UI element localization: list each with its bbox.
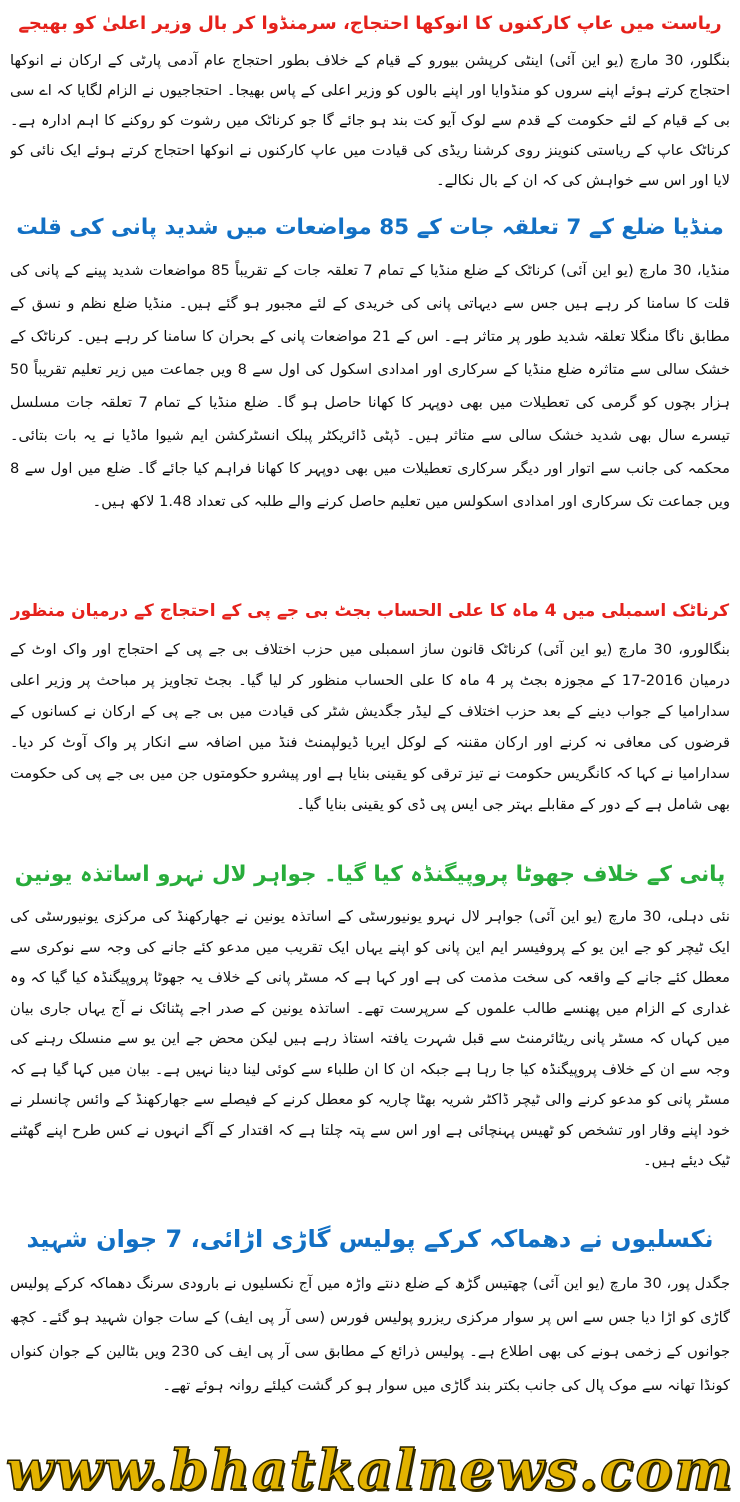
article-5-body: جگدل پور، 30 مارچ (یو این آئی) چھتیس گڑھ کے ضلع دنتے واڑہ میں آج نکسلیوں نے بارودی سرنگ دھماکہ کرکے پولیس گاڑی کو اڑا دیا جس سے اس پر سوار مرکزی ریزرو پولیس فورس (سی آر پی ایف) کے سات جوان شہید ہو گئے۔ کچھ جوانوں کے زخمی ہونے کی بھی اطلاع ہے۔ پولیس ذرائع کے مطابق سی آر پی ایف کی 230 ویں بٹالین کے جوان کنواں کونڈا تھانہ سے موک پال کی جانب بکتر بند گاڑی میں سوار ہو کر گشت کیلئے روانہ ہوئے تھے۔ bbox=[10, 1275, 730, 1394]
article-1-headline: ریاست میں عاپ کارکنوں کا انوکھا احتجاج، سرمنڈوا کر بال وزیر اعلیٰ کو بھیجے bbox=[18, 13, 722, 34]
article-4-headline: پانی کے خلاف جھوٹا پروپیگنڈہ کیا گیا۔ جواہر لال نہرو اساتذہ یونین bbox=[14, 862, 726, 887]
article-2-body: منڈیا، 30 مارچ (یو این آئی) کرناٹک کے ضلع منڈیا کے تمام 7 تعلقہ جات کے تقریباً 85 مواضعات شدید پینے کے پانی کی قلت کا سامنا کر رہے ہیں جس سے دیہاتی پانی کی خریدی کے لئے مجبور ہو گئے ہیں۔ منڈیا ضلع نظم و نسق کے مطابق ناگا منگلا تعلقہ شدید طور پر متاثر ہے۔ اس کے 21 مواضعات پانی کے بحران کا سامنا کر رہے ہیں۔ کرناٹک کے خشک سالی سے متاثرہ ضلع منڈیا کے سرکاری اور امدادی اسکول کی اول سے 8 ویں جماعت میں زیر تعلیم تقریباً 50 ہزار بچوں کو گرمی کی تعطیلات میں بھی دوپہر کا کھانا حاصل ہو گا۔ ضلع منڈیا کے تمام 7 تعلقہ جات مسلسل تیسرے سال بھی شدید خشک سالی سے متاثر ہیں۔ ڈپٹی ڈائریکٹر پبلک انسٹرکشن ایم شیوا ماڈیا نے یہ بات بتائی۔ محکمہ کی جانب سے اتوار اور دیگر سرکاری تعطیلات میں بھی دوپہر کا کھانا فراہم کیا جائے گا۔ ضلع میں اول سے 8 ویں جماعت تک سرکاری اور امدادی اسکولس میں تعلیم حاصل کرنے والے طلبہ کی تعداد 1.48 لاکھ ہیں۔ bbox=[10, 262, 730, 510]
article-2-headline: منڈیا ضلع کے 7 تعلقہ جات کے 85 مواضعات میں شدید پانی کی قلت bbox=[16, 215, 724, 240]
article-3-body: بنگالورو، 30 مارچ (یو این آئی) کرناٹک قانون ساز اسمبلی میں حزب اختلاف بی جے پی کے احتجاج اور واک اوٹ کے درمیان 2016-17 کے مجوزہ بجٹ پر 4 ماہ کا علی الحساب منظور کر لیا گیا۔ بجٹ تجاویز پر مباحث پر وزیر اعلی سدارامیا کے جواب دینے کے بعد حزب اختلاف کے لیڈر جگدیش شٹر کی قیادت میں بی جے پی کے ارکان نے کسانوں کے قرضوں کی معافی نہ کرنے اور ارکان مقننہ کے لوکل ایریا ڈیولپمنٹ فنڈ میں اضافہ سے انکار پر واک آوٹ کر دیا۔ سدارامیا نے کہا کہ کانگریس حکومت نے تیز ترقی کو یقینی بنایا ہے اور پیشرو حکومتوں جن میں بی جے پی کی حکومت بھی شامل ہے کے دور کے مقابلے بہتر جی ایس پی ڈی کو یقینی بنایا گیا۔ bbox=[10, 641, 730, 813]
site-footer bbox=[0, 1436, 740, 1502]
article-3-headline: کرناٹک اسمبلی میں 4 ماہ کا علی الحساب بجٹ بی جے پی کے احتجاج کے درمیان منظور bbox=[10, 601, 730, 621]
article-2 bbox=[10, 202, 730, 584]
article-3 bbox=[10, 588, 730, 844]
article-5-headline: نکسلیوں نے دھماکہ کرکے پولیس گاڑی اڑائی، 7 جوان شہید bbox=[26, 1225, 714, 1253]
article-1 bbox=[10, 4, 730, 196]
article-5 bbox=[10, 1211, 730, 1407]
article-1-body: بنگلور، 30 مارچ (یو این آئی) اینٹی کرپشن بیورو کے قیام کے خلاف بطور احتجاج عام آدمی پارٹی کے ارکان نے انوکھا احتجاج کرتے ہوئے اپنے سروں کو منڈوایا اور اپنے بالوں کو وزیر اعلی کے پاس بھیجا۔ احتجاجیوں نے الزام لگایا کہ اے سی بی کے قیام کے لئے حکومت کے قدم سے لوک آیو کت بند ہو جائے گا جو کرناٹک میں رشوت کو روکنے کا اہم ادارہ ہے۔ کرناٹک عاپ کے ریاستی کنوینز روی کرشنا ریڈی کی قیادت میں عاپ کارکنوں نے انوکھا احتجاج کرتے ہوئے ایک نائی کو لایا اور اس سے خواہش کی کہ ان کے بال نکالے۔ bbox=[10, 52, 730, 189]
article-4 bbox=[10, 848, 730, 1207]
site-url-logo[interactable]: www.bhatkalnews.com bbox=[5, 1436, 735, 1502]
article-4-body: نئی دہلی، 30 مارچ (یو این آئی) جواہر لال نہرو یونیورسٹی کے اساتذہ یونین نے جھارکھنڈ کی مرکزی یونیورسٹی کی ایک ٹیچر کو جے این یو کے پروفیسر ایم این پانی کو اپنے یہاں ایک تقریب میں مدعو کئے جانے کی وجہ سے نوکری سے معطل کئے جانے کے واقعہ کی سخت مذمت کی ہے اور کہا ہے کہ مسٹر پانی کے خلاف یہ جھوٹا پروپیگنڈہ کیا گیا کہ وہ غداری کے الزام میں پھنسے طالب علموں کے سرپرست تھے۔ اساتذہ یونین کے صدر اجے پٹنائک نے آج یہاں جاری بیان میں کہاں کہ مسٹر پانی ریٹائرمنٹ سے قبل شہرت یافتہ استاذ رہے ہیں لیکن محض جے این یو سے منسلک رہنے کی وجہ سے ان کے خلاف پروپیگنڈہ کیا جا رہا ہے جبکہ ان کا ان طلباء سے کوئی لینا دینا نہیں ہے۔ بیان میں کہا گیا ہے کہ مسٹر پانی کو مدعو کرنے والی ٹیچر ڈاکٹر شریہ بھٹا چاریہ کو معطل کرنے کے فیصلے سے جھارکھنڈ کے وائس چانسلر نے خود اپنے وقار اور تشخص کو ٹھیس پہنچائی ہے اور اس سے پتہ چلتا ہے کہ اقتدار کے آگے انہوں نے کس طرح اپنے گھٹنے ٹیک دیئے ہیں۔ bbox=[10, 908, 730, 1169]
